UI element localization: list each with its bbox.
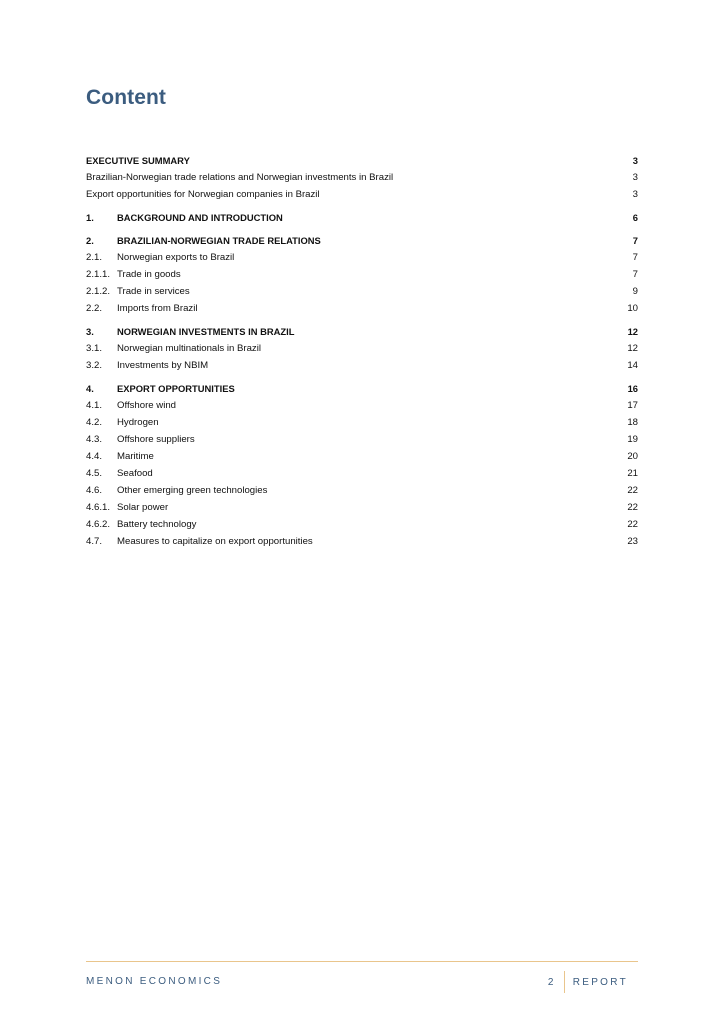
toc-entry-number: 2.2. [86,303,103,314]
toc-entry-page: 7 [632,235,638,246]
toc-entry-number: 4.6. [86,485,103,496]
table-of-contents [86,152,638,550]
toc-entry-page: 3 [632,155,638,166]
toc-entry[interactable] [86,186,638,203]
toc-entry-page: 9 [632,286,638,297]
toc-entry-number: 2.1.1. [86,269,111,280]
toc-entry-title: Seafood [117,468,153,479]
toc-entry[interactable] [86,232,638,249]
toc-entry[interactable] [86,323,638,340]
toc-entry-number: 4.3. [86,434,103,445]
toc-entry-page: 3 [632,172,638,183]
toc-entry-title: NORWEGIAN INVESTMENTS IN BRAZIL [117,326,295,337]
toc-entry-title: Hydrogen [117,417,159,428]
toc-entry[interactable] [86,499,638,516]
toc-entry[interactable] [86,414,638,431]
toc-entry-page: 14 [627,360,638,371]
toc-entry-number: 2.1. [86,252,103,263]
toc-entry-page: 7 [632,252,638,263]
toc-entry-title: Norwegian multinationals in Brazil [117,343,261,354]
toc-entry-page: 12 [627,326,638,337]
toc-entry-page: 6 [632,212,638,223]
toc-entry-title: Trade in services [117,286,190,297]
toc-entry-title: EXPORT OPPORTUNITIES [117,383,235,394]
toc-entry-number: 4.4. [86,451,103,462]
toc-entry-title: Offshore wind [117,400,177,411]
footer-right [548,971,628,993]
toc-entry[interactable] [86,152,638,169]
toc-entry[interactable] [86,209,638,226]
toc-entry[interactable] [86,357,638,374]
toc-entry-number: 2.1.2. [86,286,111,297]
toc-entry-page: 3 [632,189,638,200]
toc-entry-number: 3.2. [86,360,103,371]
toc-entry-title: BACKGROUND AND INTRODUCTION [117,212,283,223]
toc-entry-title: Norwegian exports to Brazil [117,252,235,263]
footer-report-label: REPORT [572,976,628,988]
toc-entry-number: 4. [86,383,94,394]
toc-entry-page: 22 [627,485,638,496]
toc-entry[interactable] [86,431,638,448]
toc-entry-page: 10 [627,303,638,314]
toc-entry-title: Brazilian-Norwegian trade relations and Norwegian investments in Brazil [86,172,394,183]
toc-entry-page: 18 [627,417,638,428]
toc-entry[interactable] [86,300,638,317]
toc-entry-title: Other emerging green technologies [117,485,268,496]
toc-entry[interactable] [86,397,638,414]
toc-entry-page: 21 [627,468,638,479]
toc-entry[interactable] [86,533,638,550]
footer-company: MENON ECONOMICS [86,976,223,987]
toc-entry[interactable] [86,283,638,300]
toc-entry[interactable] [86,516,638,533]
toc-entry-title: Solar power [117,502,169,513]
toc-entry-title: Measures to capitalize on export opportunities [117,536,313,547]
toc-entry-title: Imports from Brazil [117,303,198,314]
footer-separator [564,971,565,993]
toc-entry-page: 12 [627,343,638,354]
toc-entry-number: 4.7. [86,536,103,547]
toc-entry-number: 3. [86,326,94,337]
toc-entry-title: Export opportunities for Norwegian companies in Brazil [86,189,320,200]
toc-entry-title: Offshore suppliers [117,434,195,445]
toc-entry-number: 4.1. [86,400,103,411]
toc-entry-title: Investments by NBIM [117,360,209,371]
toc-entry[interactable] [86,482,638,499]
toc-entry[interactable] [86,448,638,465]
toc-entry-page: 22 [627,502,638,513]
toc-entry-title: Trade in goods [117,269,181,280]
toc-entry-number: 4.6.1. [86,502,111,513]
toc-entry-page: 16 [627,383,638,394]
toc-entry-number: 1. [86,212,94,223]
toc-entry-page: 19 [627,434,638,445]
toc-entry[interactable] [86,169,638,186]
toc-entry-page: 20 [627,451,638,462]
toc-entry-title: Battery technology [117,519,197,530]
toc-entry-title: BRAZILIAN-NORWEGIAN TRADE RELATIONS [117,235,321,246]
toc-entry-number: 3.1. [86,343,103,354]
toc-entry[interactable] [86,465,638,482]
toc-entry-number: 4.2. [86,417,103,428]
toc-entry-number: 4.5. [86,468,103,479]
toc-entry-page: 17 [627,400,638,411]
page-title: Content [86,86,167,109]
toc-entry-title: Maritime [117,451,154,462]
toc-entry[interactable] [86,340,638,357]
footer-divider [86,961,638,962]
toc-entry[interactable] [86,266,638,283]
toc-entry-title: EXECUTIVE SUMMARY [86,155,190,166]
toc-entry-page: 23 [627,536,638,547]
toc-entry-page: 7 [632,269,638,280]
toc-entry-number: 2. [86,235,94,246]
footer-page-number: 2 [547,976,556,988]
toc-entry[interactable] [86,249,638,266]
toc-entry-page: 22 [627,519,638,530]
toc-entry[interactable] [86,380,638,397]
toc-entry-number: 4.6.2. [86,519,111,530]
